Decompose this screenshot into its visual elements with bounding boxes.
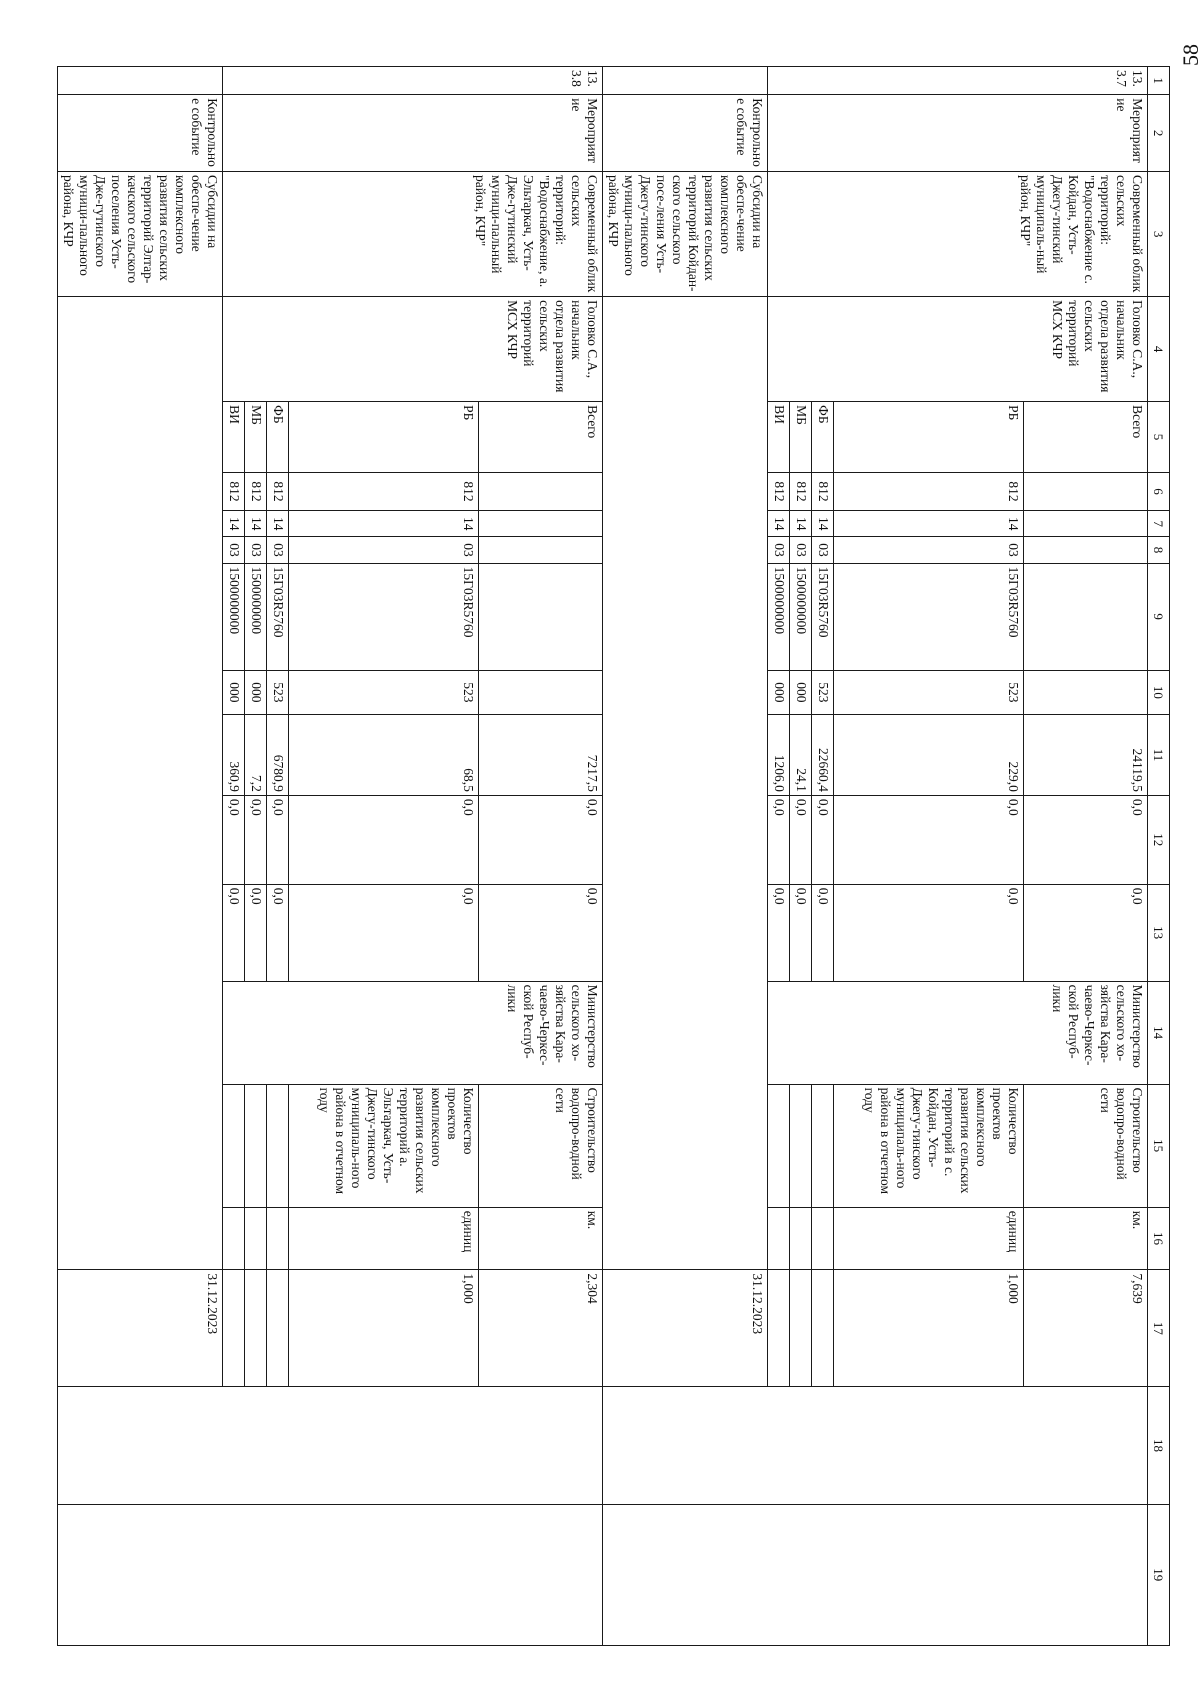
amount-c13: 0,0 (768, 884, 790, 981)
header-cell: 6 (1148, 472, 1170, 510)
code-vr: 000 (245, 670, 267, 714)
header-row (1148, 67, 1170, 1646)
code-gr: 812 (267, 472, 289, 510)
amount-c13: 0,0 (223, 884, 245, 981)
indicator (790, 1084, 812, 1207)
code-gr: 812 (790, 472, 812, 510)
code-gr: 812 (812, 472, 834, 510)
item-type: Мероприятие (768, 95, 1148, 172)
code-rz: 14 (790, 511, 812, 537)
code-vr: 523 (267, 670, 289, 714)
header-cell: 12 (1148, 795, 1170, 884)
amount: 68,5 (289, 715, 479, 796)
amount: 6780,9 (267, 715, 289, 796)
code-csr: 1500000000 (768, 563, 790, 670)
code-vr: 000 (768, 670, 790, 714)
code-rz: 14 (223, 511, 245, 537)
executor: Министерство сельского хо-зяйства Кара-чаево-Черкес-ской Респуб-лики (223, 981, 603, 1084)
code-pr: 03 (768, 537, 790, 563)
code-csr: 1500000000 (223, 563, 245, 670)
funding-source: Всего (479, 402, 603, 473)
responsible-person: Головко С.А., начальник отдела развития сельских территорий МСХ КЧР (223, 297, 603, 402)
amount-c12: 0,0 (223, 795, 245, 884)
item-number: 13.3.8 (223, 67, 603, 95)
funding-source: РБ (834, 402, 1024, 473)
code-gr: 812 (768, 472, 790, 510)
header-cell: 10 (1148, 670, 1170, 714)
code-csr: 1500000000 (245, 563, 267, 670)
cell-c6 (479, 472, 603, 510)
code-rz: 14 (245, 511, 267, 537)
code-pr: 03 (223, 537, 245, 563)
indicator: Строительство водопро-водной сети (479, 1084, 603, 1207)
indicator (245, 1084, 267, 1207)
cell-c9 (1024, 563, 1148, 670)
funding-source: ВИ (223, 402, 245, 473)
cell-c18 (58, 1387, 603, 1504)
item-type: Контрольное событие (603, 95, 768, 172)
code-csr: 15Г03R5760 (812, 563, 834, 670)
amount: 229,0 (834, 715, 1024, 796)
indicator (267, 1084, 289, 1207)
code-pr: 03 (267, 537, 289, 563)
amount-total: 7217,5 (479, 715, 603, 796)
code-rz: 14 (289, 511, 479, 537)
indicator: Количество проектов комплексного развития сельских территорий в с. Койдан, Усть-Джегу-тинского муниципаль-ного района в отчетном году (834, 1084, 1024, 1207)
code-gr: 812 (223, 472, 245, 510)
amount-c13: 0,0 (790, 884, 812, 981)
cell-c18 (603, 1387, 1148, 1504)
amount-c12: 0,0 (289, 795, 479, 884)
amount-c13: 0,0 (245, 884, 267, 981)
cell-c9 (479, 563, 603, 670)
code-pr: 03 (790, 537, 812, 563)
unit (245, 1207, 267, 1270)
indicator-value (768, 1270, 790, 1387)
code-vr: 523 (812, 670, 834, 714)
code-rz: 14 (812, 511, 834, 537)
funding-source: РБ (289, 402, 479, 473)
unit: км. (1024, 1207, 1148, 1270)
code-pr: 03 (289, 537, 479, 563)
amount: 1206,0 (768, 715, 790, 796)
code-csr: 15Г03R5760 (267, 563, 289, 670)
amount-c13: 0,0 (479, 884, 603, 981)
control-date: 31.12.2023 (58, 1270, 223, 1387)
page-number: 58 (1178, 44, 1203, 66)
item-name: Субсидии на обеспе-чение комплексного развития сельских территорий Элтар-качского сельского поселения Усть-Дже-гутинского муници-пального района, КЧР (58, 171, 223, 296)
indicator (812, 1084, 834, 1207)
header-cell: 5 (1148, 402, 1170, 473)
indicator-value: 2,304 (479, 1270, 603, 1387)
code-gr: 812 (245, 472, 267, 510)
unit (790, 1207, 812, 1270)
header-cell: 11 (1148, 715, 1170, 796)
header-cell: 1 (1148, 67, 1170, 95)
header-cell: 15 (1148, 1084, 1170, 1207)
responsible-person: Головко С.А., начальник отдела развития сельских территорий МСХ КЧР (768, 297, 1148, 402)
indicator: Строительство водопро-водной сети (1024, 1084, 1148, 1207)
item-number (58, 67, 223, 95)
header-cell: 8 (1148, 537, 1170, 563)
amount-c13: 0,0 (267, 884, 289, 981)
header-cell: 13 (1148, 884, 1170, 981)
indicator-value: 7,639 (1024, 1270, 1148, 1387)
amount-c12: 0,0 (834, 795, 1024, 884)
indicator-value (790, 1270, 812, 1387)
executor: Министерство сельского хо-зяйства Кара-чаево-Черкес-ской Респуб-лики (768, 981, 1148, 1084)
amount-total: 24119,5 (1024, 715, 1148, 796)
amount-c12: 0,0 (267, 795, 289, 884)
amount-c12: 0,0 (1024, 795, 1148, 884)
amount: 7,2 (245, 715, 267, 796)
indicator-value (223, 1270, 245, 1387)
header-cell: 19 (1148, 1504, 1170, 1645)
code-csr: 15Г03R5760 (289, 563, 479, 670)
unit: единиц (834, 1207, 1024, 1270)
indicator-value (245, 1270, 267, 1387)
amount-c13: 0,0 (812, 884, 834, 981)
amount-c13: 0,0 (834, 884, 1024, 981)
unit (768, 1207, 790, 1270)
cell-c7 (479, 511, 603, 537)
item-type: Контрольное событие (58, 95, 223, 172)
cell-c7 (1024, 511, 1148, 537)
control-event-span (58, 297, 223, 1270)
unit (223, 1207, 245, 1270)
cell-c19 (603, 1504, 1148, 1645)
item-type: Мероприятие (223, 95, 603, 172)
cell-c10 (1024, 670, 1148, 714)
funding-source: Всего (1024, 402, 1148, 473)
indicator-value (267, 1270, 289, 1387)
indicator (223, 1084, 245, 1207)
funding-source: МБ (245, 402, 267, 473)
code-pr: 03 (834, 537, 1024, 563)
code-gr: 812 (289, 472, 479, 510)
amount-c13: 0,0 (289, 884, 479, 981)
cell-c8 (479, 537, 603, 563)
item-name: Современный облик сельских территорий: "Водоснабжение, а. Эльтаркач, Усть-Дже-гутинский муници-пальный район, КЧР" (223, 171, 603, 296)
code-rz: 14 (834, 511, 1024, 537)
item-name: Современный облик сельских территорий: "Водоснабжение с. Койдан, Усть-Джегу-тинский муниципаль-ный район, КЧР" (768, 171, 1148, 296)
item-number (603, 67, 768, 95)
cell-c19 (58, 1504, 603, 1645)
code-vr: 000 (223, 670, 245, 714)
item-number: 13.3.7 (768, 67, 1148, 95)
unit (267, 1207, 289, 1270)
control-date: 31.12.2023 (603, 1270, 768, 1387)
activity-row (1024, 67, 1148, 1646)
funding-source: ФБ (267, 402, 289, 473)
amount-c12: 0,0 (812, 795, 834, 884)
header-cell: 2 (1148, 95, 1170, 172)
program-table (57, 66, 1170, 1646)
activity-row (479, 67, 603, 1646)
code-rz: 14 (267, 511, 289, 537)
funding-source: ВИ (768, 402, 790, 473)
amount: 22660,4 (812, 715, 834, 796)
amount-c12: 0,0 (479, 795, 603, 884)
amount-c12: 0,0 (768, 795, 790, 884)
header-cell: 7 (1148, 511, 1170, 537)
indicator (768, 1084, 790, 1207)
unit: единиц (289, 1207, 479, 1270)
header-cell: 18 (1148, 1387, 1170, 1504)
rotated-table-wrapper (61, 66, 1170, 1646)
code-pr: 03 (812, 537, 834, 563)
indicator-value (812, 1270, 834, 1387)
code-pr: 03 (245, 537, 267, 563)
cell-c6 (1024, 472, 1148, 510)
funding-source: ФБ (812, 402, 834, 473)
code-csr: 15Г03R5760 (834, 563, 1024, 670)
amount: 24,1 (790, 715, 812, 796)
indicator-value: 1,000 (289, 1270, 479, 1387)
header-cell: 4 (1148, 297, 1170, 402)
code-rz: 14 (768, 511, 790, 537)
code-gr: 812 (834, 472, 1024, 510)
header-cell: 17 (1148, 1270, 1170, 1387)
amount: 360,9 (223, 715, 245, 796)
cell-c10 (479, 670, 603, 714)
code-vr: 523 (289, 670, 479, 714)
funding-source: МБ (790, 402, 812, 473)
amount-c12: 0,0 (790, 795, 812, 884)
unit (812, 1207, 834, 1270)
header-cell: 3 (1148, 171, 1170, 296)
unit: км. (479, 1207, 603, 1270)
header-cell: 14 (1148, 981, 1170, 1084)
indicator: Количество проектов комплексного развития сельских территорий а. Эльтаркач, Усть-Джегу-тинского муниципаль-ного района в отчетном году (289, 1084, 479, 1207)
control-event-span (603, 297, 768, 1270)
header-cell: 9 (1148, 563, 1170, 670)
code-csr: 1500000000 (790, 563, 812, 670)
code-vr: 523 (834, 670, 1024, 714)
amount-c12: 0,0 (245, 795, 267, 884)
indicator-value: 1,000 (834, 1270, 1024, 1387)
amount-c13: 0,0 (1024, 884, 1148, 981)
header-cell: 16 (1148, 1207, 1170, 1270)
code-vr: 000 (790, 670, 812, 714)
item-name: Субсидии на обеспе-чение комплексного развития сельских территорий Койдан-ского сельского посе-ления Усть-Джегу-тинского муници-пального района, КЧР (603, 171, 768, 296)
cell-c8 (1024, 537, 1148, 563)
